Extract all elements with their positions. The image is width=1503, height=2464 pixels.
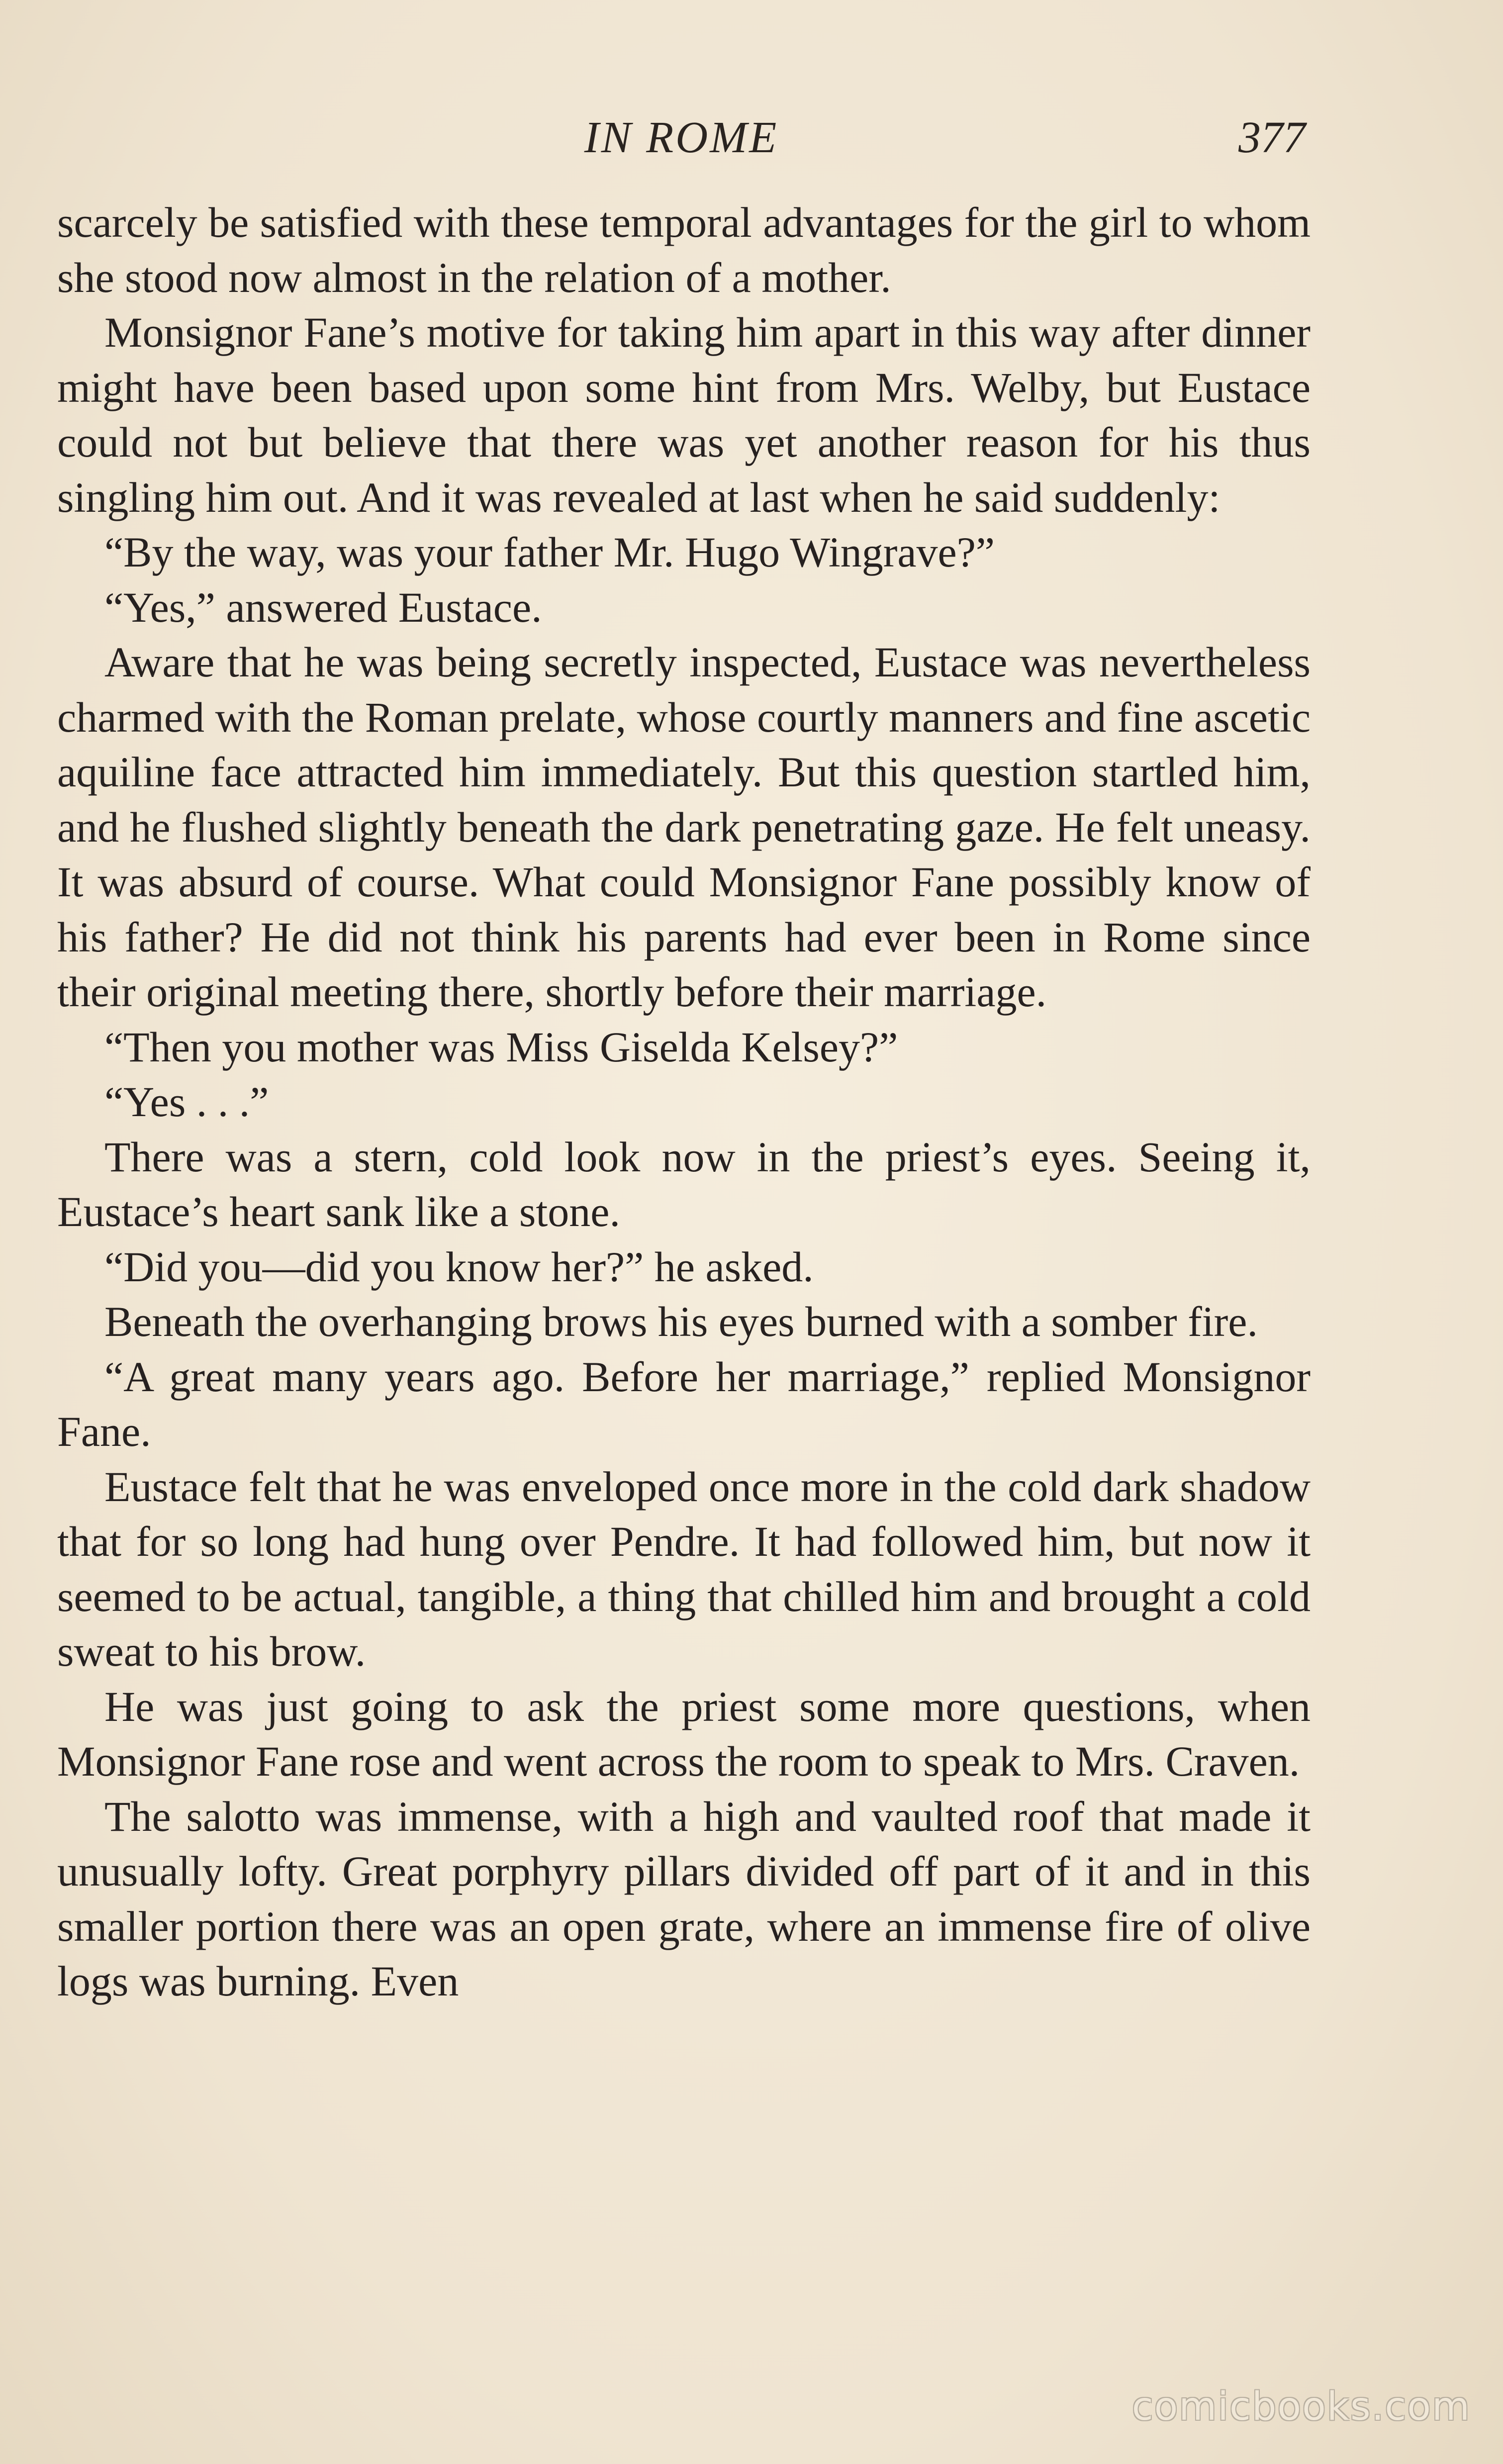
paragraph: Aware that he was being secretly inspected, Eustace was nevertheless charmed with the Roman prelate, whose courtly manners and fine ascetic aquiline face attracted him immediately. But this question startled him, and he flushed slightly beneath the dark penetrating gaze. He felt uneasy. It was absurd of course. What could Monsignor Fane possibly know of his father? He did not think his parents had ever been in Rome since their original meeting there, shortly before their marriage. bbox=[57, 638, 1311, 1016]
paragraph: Eustace felt that he was enveloped once more in the cold dark shadow that for so long had hung over Pendre. It had followed him, but now it seemed to be actual, tangible, a thing that chilled him and brought a cold sweat to his brow. bbox=[57, 1462, 1311, 1675]
page-header bbox=[57, 112, 1306, 172]
paragraph: Monsignor Fane’s motive for taking him apart in this way after dinner might have been based upon some hint from Mrs. Welby, but Eustace could not but believe that there was yet another reason for his thus singling him out. And it was revealed at last when he said suddenly: bbox=[57, 308, 1311, 521]
page-number: 377 bbox=[1238, 113, 1306, 162]
paragraph: The salotto was immense, with a high and vaulted roof that made it unusually lofty. Great porphyry pillars divided off part of it and in this smaller portion there was an open grate, where an immense fire of olive logs was burning. Even bbox=[57, 1792, 1311, 2005]
paragraph: He was just going to ask the priest some more questions, when Monsignor Fane rose and went across the room to speak to Mrs. Craven. bbox=[57, 1682, 1311, 1785]
paragraph: “Yes,” answered Eustace. bbox=[104, 583, 542, 631]
body-text bbox=[57, 195, 1311, 2009]
paragraph: “Yes . . .” bbox=[104, 1078, 269, 1126]
paragraph: Beneath the overhanging brows his eyes burned with a somber fire. bbox=[104, 1298, 1258, 1345]
paragraph: “A great many years ago. Before her marriage,” replied Monsignor Fane. bbox=[57, 1352, 1311, 1455]
paragraph: “Did you—did you know her?” he asked. bbox=[104, 1242, 814, 1291]
paragraph: There was a stern, cold look now in the priest’s eyes. Seeing it, Eustace’s heart sank like a stone. bbox=[57, 1133, 1311, 1235]
paragraph: “By the way, was your father Mr. Hugo Wingrave?” bbox=[104, 528, 995, 576]
watermark: comicbooks.com bbox=[1131, 2384, 1471, 2429]
paragraph: “Then you mother was Miss Giselda Kelsey?” bbox=[104, 1023, 898, 1071]
paragraph: scarcely be satisfied with these temporal advantages for the girl to whom she stood now almost in the relation of a mother. bbox=[57, 198, 1311, 301]
running-head: IN ROME bbox=[584, 113, 779, 162]
